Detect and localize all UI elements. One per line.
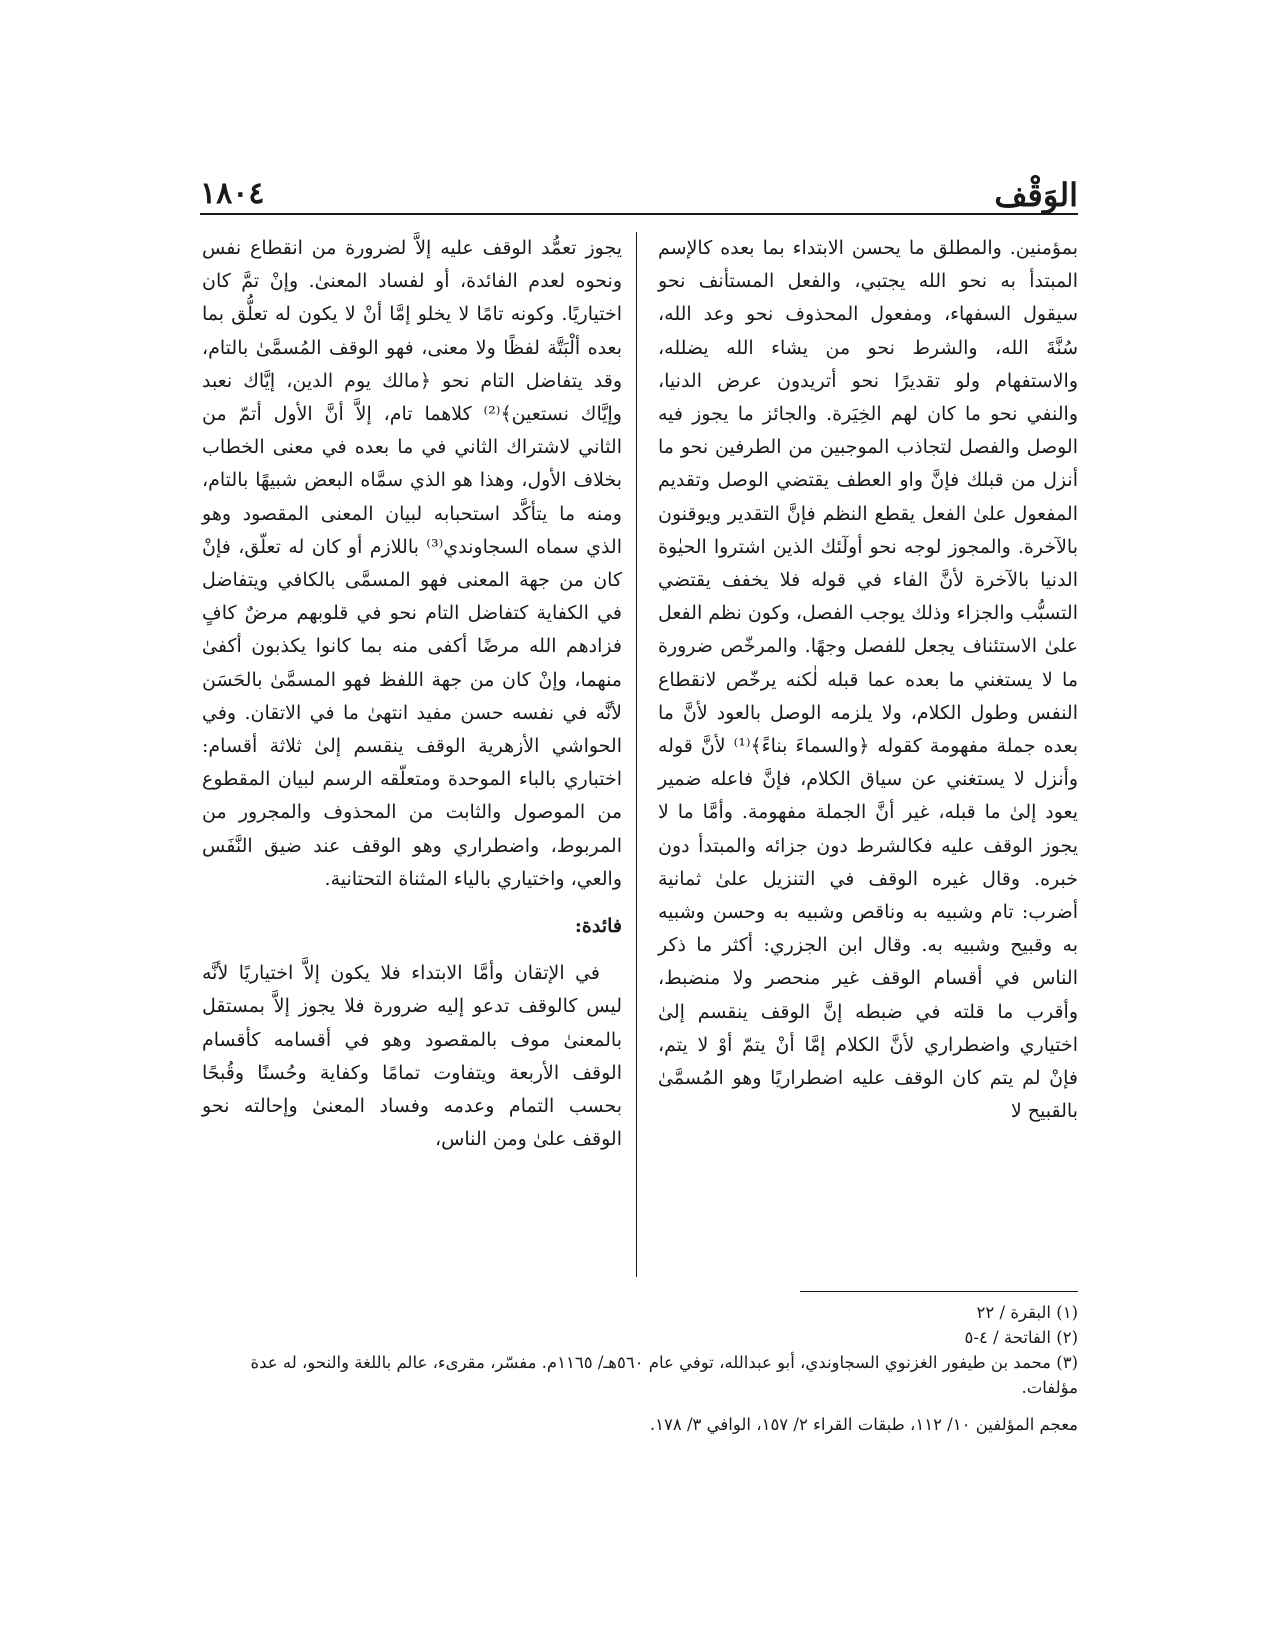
page-number: ١٨٠٤ xyxy=(200,176,265,211)
footnote-rule xyxy=(800,1291,1078,1292)
section-heading: فائدة: xyxy=(574,915,622,938)
right-column xyxy=(658,232,1078,1128)
left-column-paragraph: يجوز تعمُّد الوقف عليه إلاَّ لضرورة من انقطاع نفس ونحوه لعدم الفائدة، أو لفساد المعنىٰ. وإنْ تمَّ كان اختياريًا. وكونه تامًا لا يخلو إمَّا أنْ لا يكون له تعلُّق بما بعده ألْبَتَّة لفظًا ولا معنى، فهو الوقف المُسمَّىٰ بالتام، وقد يتفاضل التام نحو ﴿مالك يوم الدين، إيَّاك نعبد وإيَّاك نستعين﴾⁽²⁾ كلاهما تام، إلاَّ أنَّ الأول أتمّ من الثاني لاشتراك الثاني في ما بعده في معنى الخطاب بخلاف الأول، وهذا هو الذي سمَّاه البعض شبيهًا بالتام، ومنه ما يتأكَّد استحبابه لبيان المعنى المقصود وهو الذي سماه السجاوندي⁽³⁾ باللازم أو كان له تعلّق، فإنْ كان من جهة المعنى فهو المسمَّى بالكافي ويتفاضل في الكفاية كتفاضل التام نحو في قلوبهم مرضٌ كافٍ فزادهم الله مرضًا أكفى منه بما كانوا يكذبون أكفىٰ منهما، وإنْ كان من جهة اللفظ فهو المسمَّىٰ بالحَسَن لأنَّه في نفسه حسن مفيد انتهىٰ ما في الاتقان. وفي الحواشي الأزهرية الوقف ينقسم إلىٰ ثلاثة أقسام: اختباري بالباء الموحدة ومتعلّقه الرسم لبيان المقطوع من الموصول والثابت من المحذوف والمجرور من المربوط، واضطراري وهو الوقف عند ضيق النَّفَس والعي، واختياري بالياء المثناة التحتانية. xyxy=(202,237,622,890)
left-column-paragraph: في الإتقان وأمَّا الابتداء فلا يكون إلاَّ اختياريًا لأنَّه ليس كالوقف تدعو إليه ضرورة فلا يجوز إلاَّ بمستقل بالمعنىٰ موف بالمقصود وهو في أقسامه كأقسام الوقف الأربعة ويتفاوت تمامًا وكفاية وحُسنًا وقُبحًا بحسب التمام وعدمه وفساد المعنىٰ وإحالته نحو الوقف علىٰ ومن الناس، xyxy=(202,962,622,1151)
column-divider xyxy=(636,232,637,1277)
right-column-paragraph: بمؤمنين. والمطلق ما يحسن الابتداء بما بعده كالإسم المبتدأ به نحو الله يجتبي، والفعل المستأنف نحو سيقول السفهاء، ومفعول المحذوف نحو وعد الله، سُنَّةَ الله، والشرط نحو من يشاء الله يضلله، والاستفهام ولو تقديرًا نحو أتريدون عرض الدنيا، والنفي نحو ما كان لهم الخِيَرة. والجائز ما يجوز فيه الوصل والفصل لتجاذب الموجبين من الطرفين نحو ما أنزل من قبلك فإنَّ واو العطف يقتضي الوصل وتقديم المفعول علىٰ الفعل يقطع النظم فإنَّ التقدير ويوقنون بالآخرة. والمجوز لوجه نحو أولٓئك الذين اشتروا الحيٰوة الدنيا بالآخرة لأنَّ الفاء في قوله فلا يخفف يقتضي التسبُّب والجزاء وذلك يوجب الفصل، وكون نظم الفعل علىٰ الاستئناف يجعل للفصل وجهًا. والمرخّص ضرورة ما لا يستغني ما بعده عما قبله لٰكنه يرخّص لانقطاع النفس وطول الكلام، ولا يلزمه الوصل بالعود لأنَّ ما بعده جملة مفهومة كقوله ﴿والسماءَ بناءً﴾⁽¹⁾ لأنَّ قوله وأنزل لا يستغني عن سياق الكلام، فإنَّ فاعله ضمير يعود إلىٰ ما قبله، غير أنَّ الجملة مفهومة. وأمَّا ما لا يجوز الوقف عليه فكالشرط دون جزائه والمبتدأ دون خبره. وقال غيره الوقف في التنزيل علىٰ ثمانية أضرب: تام وشبيه به وناقص وشبيه به وحسن وشبيه به وقبيح وشبيه به. وقال ابن الجزري: أكثر ما ذكر الناس في أقسام الوقف غير منحصر ولا منضبط، وأقرب ما قلته في ضبطه إنَّ الوقف ينقسم إلىٰ اختياري واضطراري لأنَّ الكلام إمَّا أنْ يتمّ أوْ لا يتم، فإنْ لم يتم كان الوقف عليه اضطراريًا وهو المُسمَّىٰ بالقبيح لا xyxy=(658,237,1078,1123)
running-header xyxy=(200,176,1078,218)
footnote: (١) البقرة / ٢٢ xyxy=(976,1303,1078,1322)
footnotes xyxy=(198,1300,1078,1437)
footnote-source: معجم المؤلفين ١٠/ ١١٢، طبقات القراء ٢/ ١٥٧، الوافي ٣/ ١٧٨. xyxy=(649,1415,1078,1434)
header-rule xyxy=(200,213,1078,215)
left-column xyxy=(202,232,622,1156)
header-title: الوَقْف xyxy=(994,176,1078,214)
footnote: (٣) محمد بن طيفور الغزنوي السجاوندي، أبو عبدالله، توفي عام ٥٦٠هـ/ ١١٦٥م. مفسّر، مقرىء، عالم باللغة والنحو، له عدة مؤلفات. xyxy=(250,1353,1078,1397)
footnote: (٢) الفاتحة / ٤-٥ xyxy=(964,1328,1078,1347)
